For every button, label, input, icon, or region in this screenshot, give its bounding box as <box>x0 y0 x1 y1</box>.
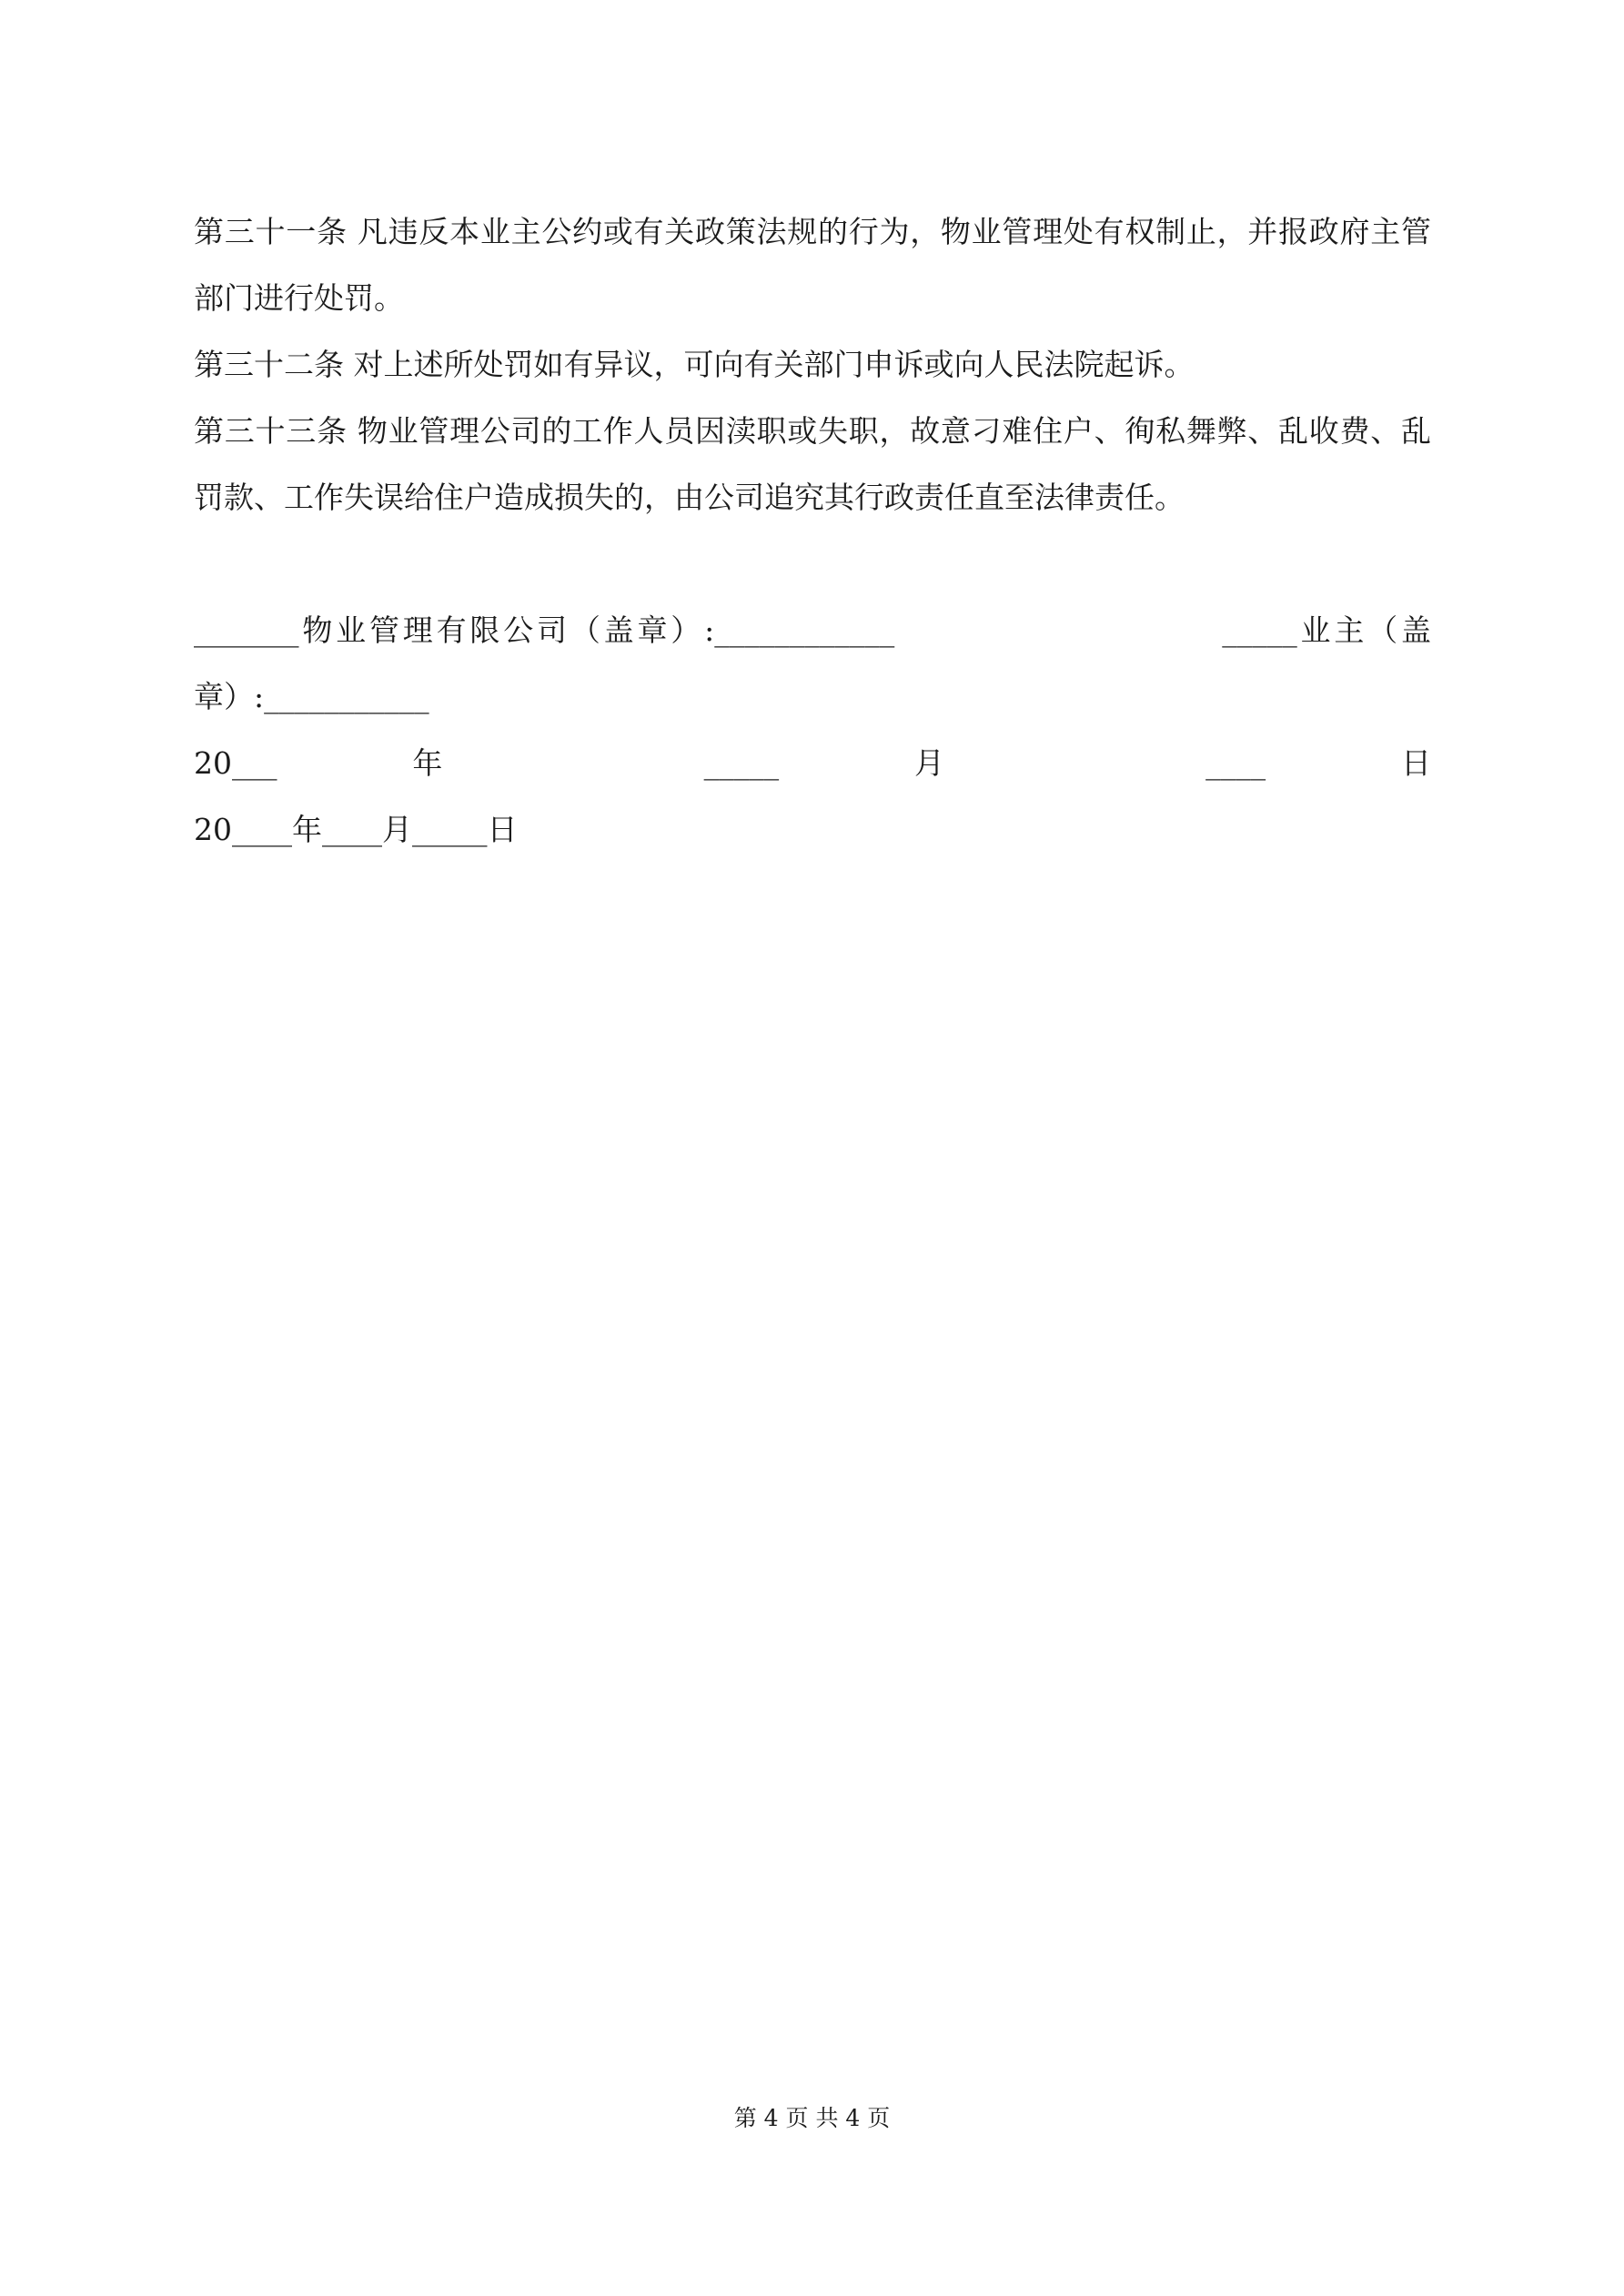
signature-block <box>194 597 1431 730</box>
date-line-company <box>194 730 1431 796</box>
date2-month-blank: ____ <box>322 812 382 847</box>
article-32 <box>194 331 1431 398</box>
article-33-text: 物业管理公司的工作人员因渎职或失职，故意刁难住户、徇私舞弊、乱收费、乱罚款、工作失误给住户造成损失的，由公司追究其行政责任直至法律责任。 <box>194 413 1431 515</box>
date2-year-prefix: 20____ <box>194 812 292 847</box>
owner-seal-line: ___________ <box>264 679 429 714</box>
date1-day-label: 日 <box>1401 745 1432 781</box>
date-line-owner <box>194 796 1431 863</box>
article-32-label: 第三十二条 <box>194 347 344 382</box>
document-body <box>194 198 1431 863</box>
date2-year-label: 年 <box>292 812 322 847</box>
date1-year-label: 年 <box>412 745 569 781</box>
page-footer <box>0 2100 1624 2137</box>
owner-seal-label: 业主（盖章）: <box>194 612 1431 714</box>
article-32-text: 对上述所处罚如有异议，可向有关部门申诉或向人民法院起诉。 <box>353 347 1195 382</box>
date2-day-blank: _____ <box>412 812 488 847</box>
company-seal-line: ____________ <box>714 612 895 648</box>
article-31-label: 第三十一条 <box>194 214 348 249</box>
date2-month-label: 月 <box>382 812 412 847</box>
article-33 <box>194 398 1431 531</box>
date1-year-prefix: 20___ <box>194 745 277 781</box>
date1-month-label: 月 <box>913 745 1071 781</box>
company-seal-label: 物业管理有限公司（盖章）: <box>298 612 715 648</box>
date2-day-label: 日 <box>487 812 518 847</box>
page-number: 第 4 页 共 4 页 <box>733 2105 891 2131</box>
date1-month-blank: _____ <box>703 745 780 781</box>
article-33-label: 第三十三条 <box>194 413 348 449</box>
owner-name-blank: _____ <box>1222 612 1297 648</box>
article-31-text: 凡违反本业主公约或有关政策法规的行为，物业管理处有权制止，并报政府主管部门进行处罚。 <box>194 214 1431 316</box>
company-name-blank: _______ <box>194 612 299 648</box>
date1-day-blank: ____ <box>1205 745 1266 781</box>
article-31 <box>194 198 1431 331</box>
